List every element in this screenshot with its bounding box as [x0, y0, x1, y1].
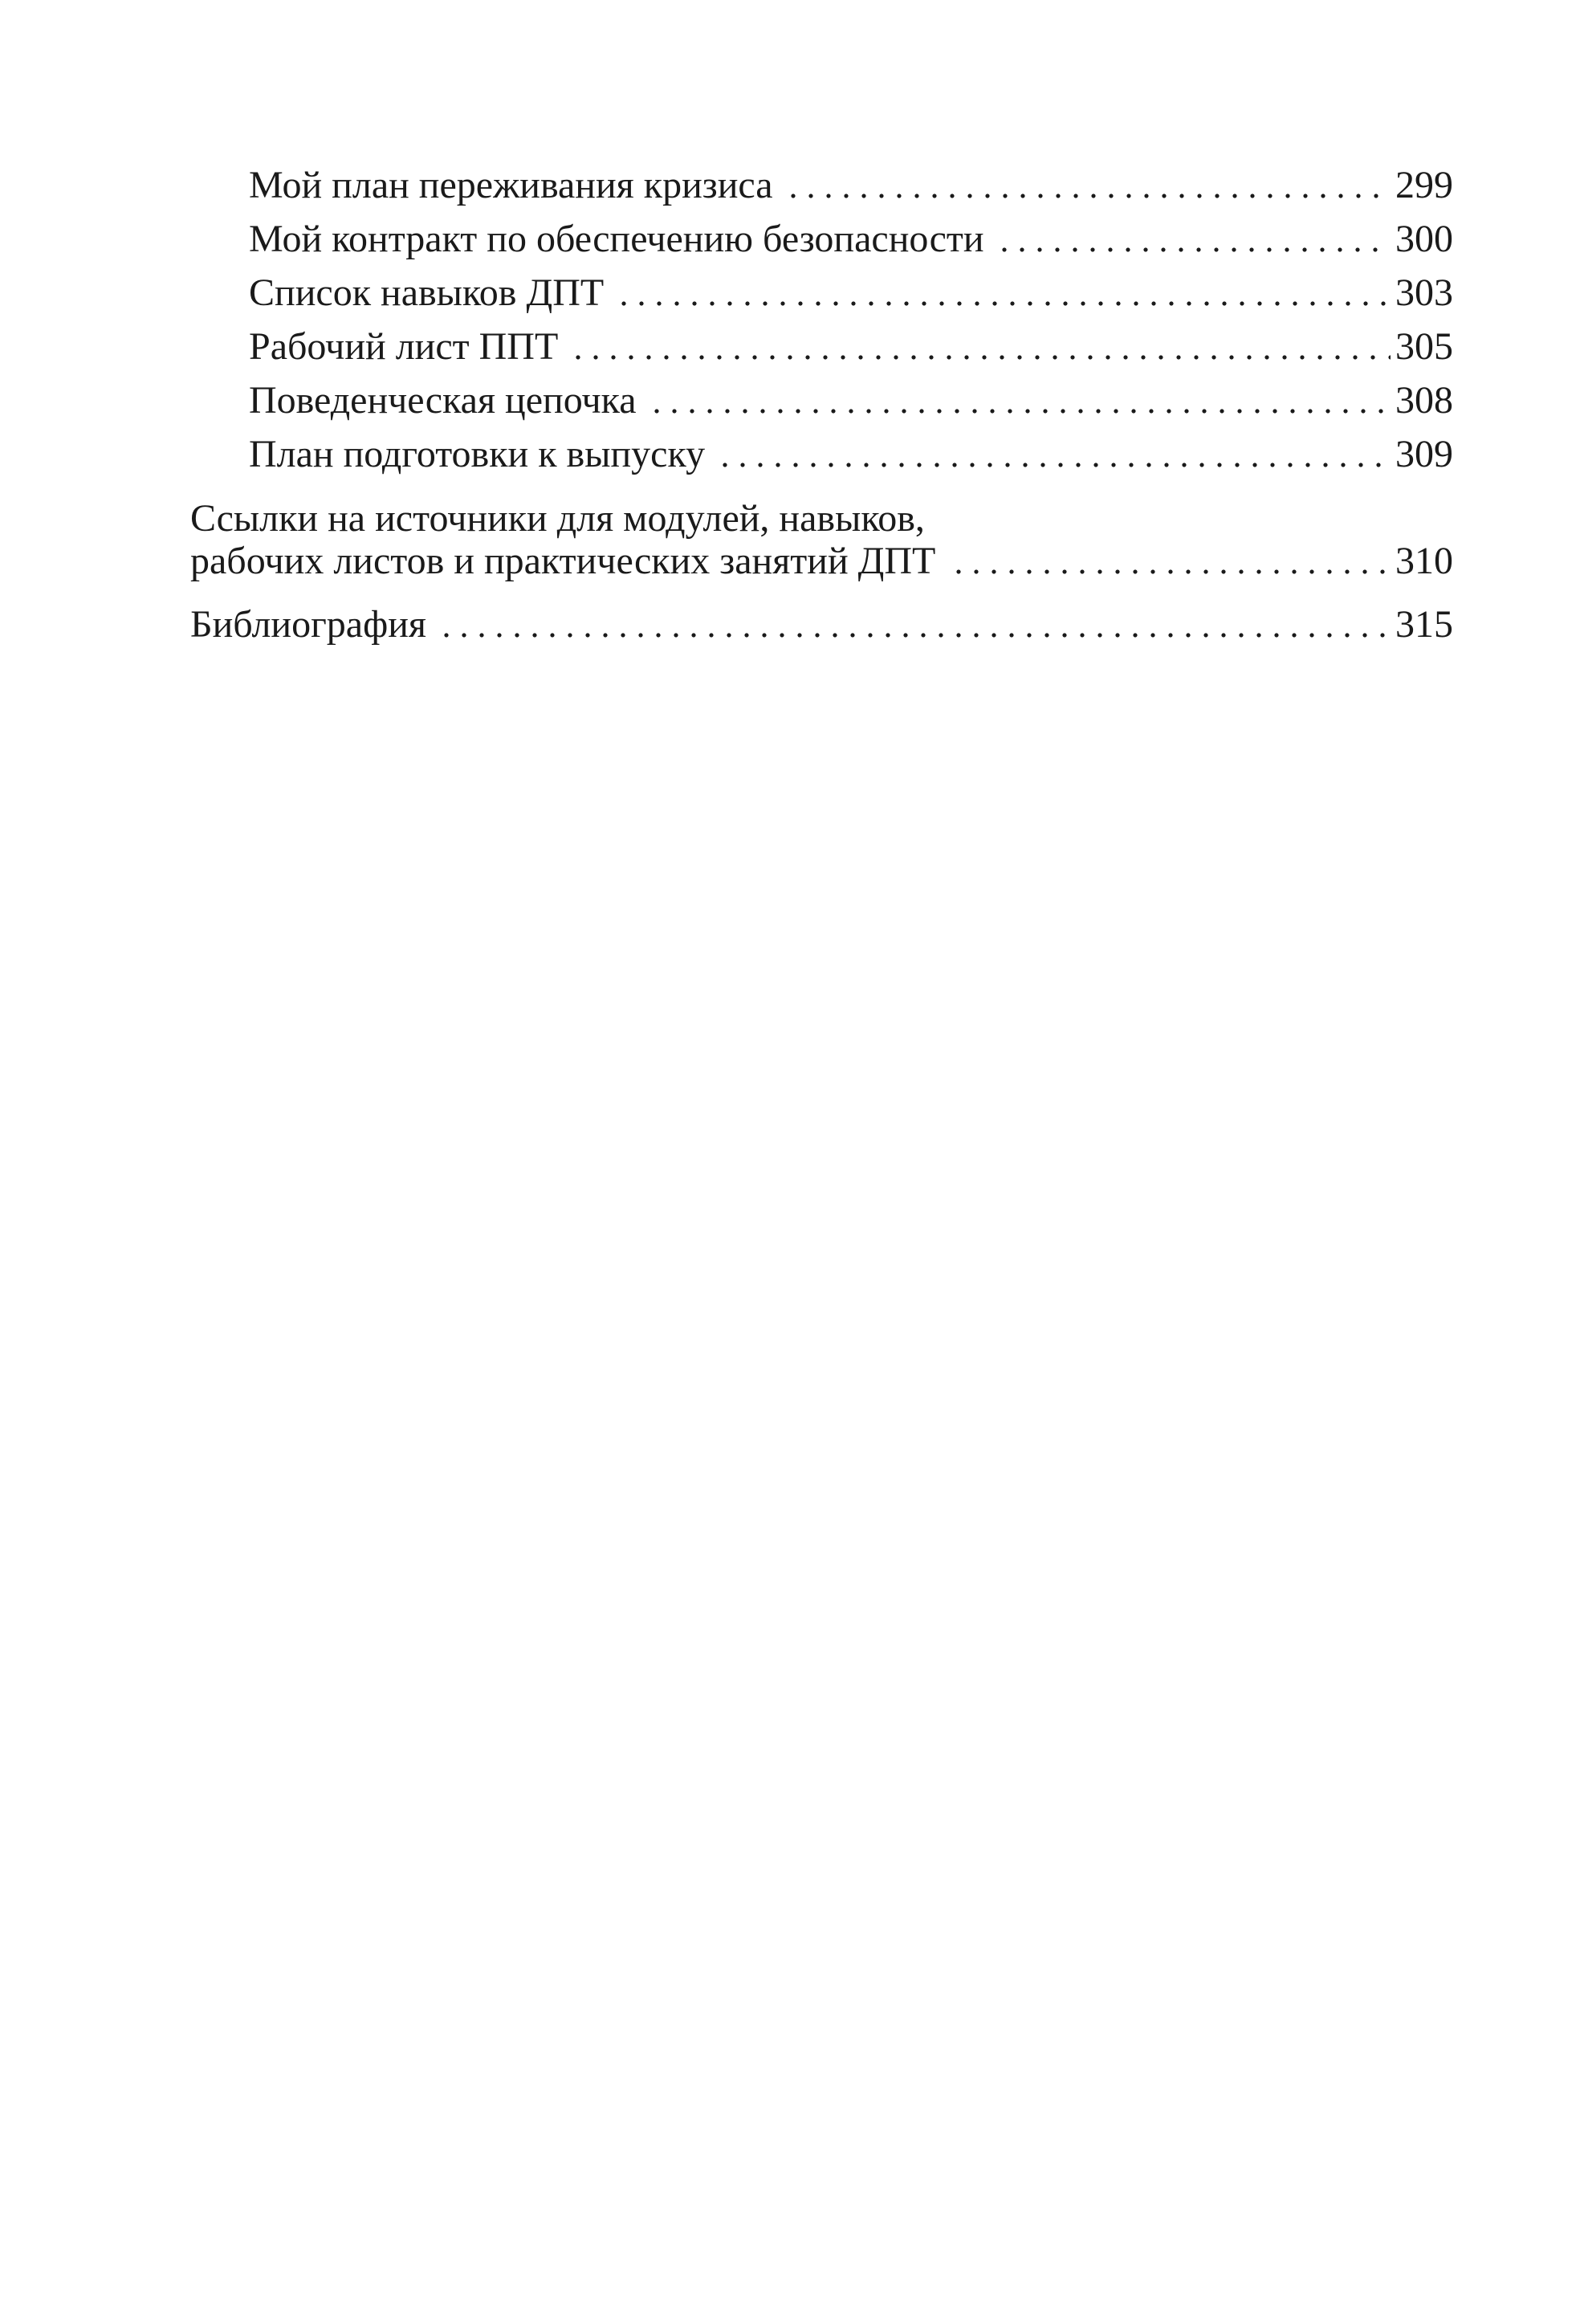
toc-entry-line-2	[190, 540, 1453, 582]
toc-entry-line-1	[190, 497, 1453, 540]
dot-leader	[992, 212, 1391, 266]
dot-leader	[781, 158, 1391, 212]
toc-entry-page: 308	[1395, 379, 1453, 422]
toc-entry	[190, 212, 1453, 266]
toc-entry-page: 310	[1395, 540, 1453, 582]
dot-leader	[612, 266, 1391, 320]
toc-entry-title: Ссылки на источники для модулей, навыков,	[190, 497, 925, 540]
toc-entry	[190, 266, 1453, 320]
toc-entry-page: 300	[1395, 218, 1453, 260]
toc-entry	[190, 597, 1453, 651]
toc-entry-page: 303	[1395, 271, 1453, 314]
toc-entry	[190, 158, 1453, 212]
dot-leader	[645, 373, 1391, 427]
toc-entry-title: План подготовки к выпуску	[249, 433, 706, 475]
toc-entry-title: рабочих листов и практических занятий ДПТ	[190, 540, 936, 582]
dot-leader	[943, 540, 1391, 582]
toc-entry-title: Библиография	[190, 603, 426, 646]
toc-entry	[190, 373, 1453, 427]
dot-leader	[713, 427, 1391, 481]
toc-entry-title: Поведенческая цепочка	[249, 379, 637, 422]
toc-entry-page: 305	[1395, 325, 1453, 368]
dot-leader	[566, 320, 1391, 373]
toc-entry-title: Рабочий лист ППТ	[249, 325, 559, 368]
toc-entry-page: 315	[1395, 603, 1453, 646]
toc-entry-title: Мой контракт по обеспечению безопасности	[249, 218, 984, 260]
toc-entry	[190, 427, 1453, 481]
toc-entry-page: 309	[1395, 433, 1453, 475]
table-of-contents	[190, 158, 1453, 651]
toc-entry-title: Список навыков ДПТ	[249, 271, 605, 314]
toc-entry	[190, 320, 1453, 373]
toc-entry-page: 299	[1395, 164, 1453, 206]
dot-leader	[434, 597, 1391, 651]
toc-entry	[190, 497, 1453, 582]
toc-entry-title: Мой план переживания кризиса	[249, 164, 773, 206]
